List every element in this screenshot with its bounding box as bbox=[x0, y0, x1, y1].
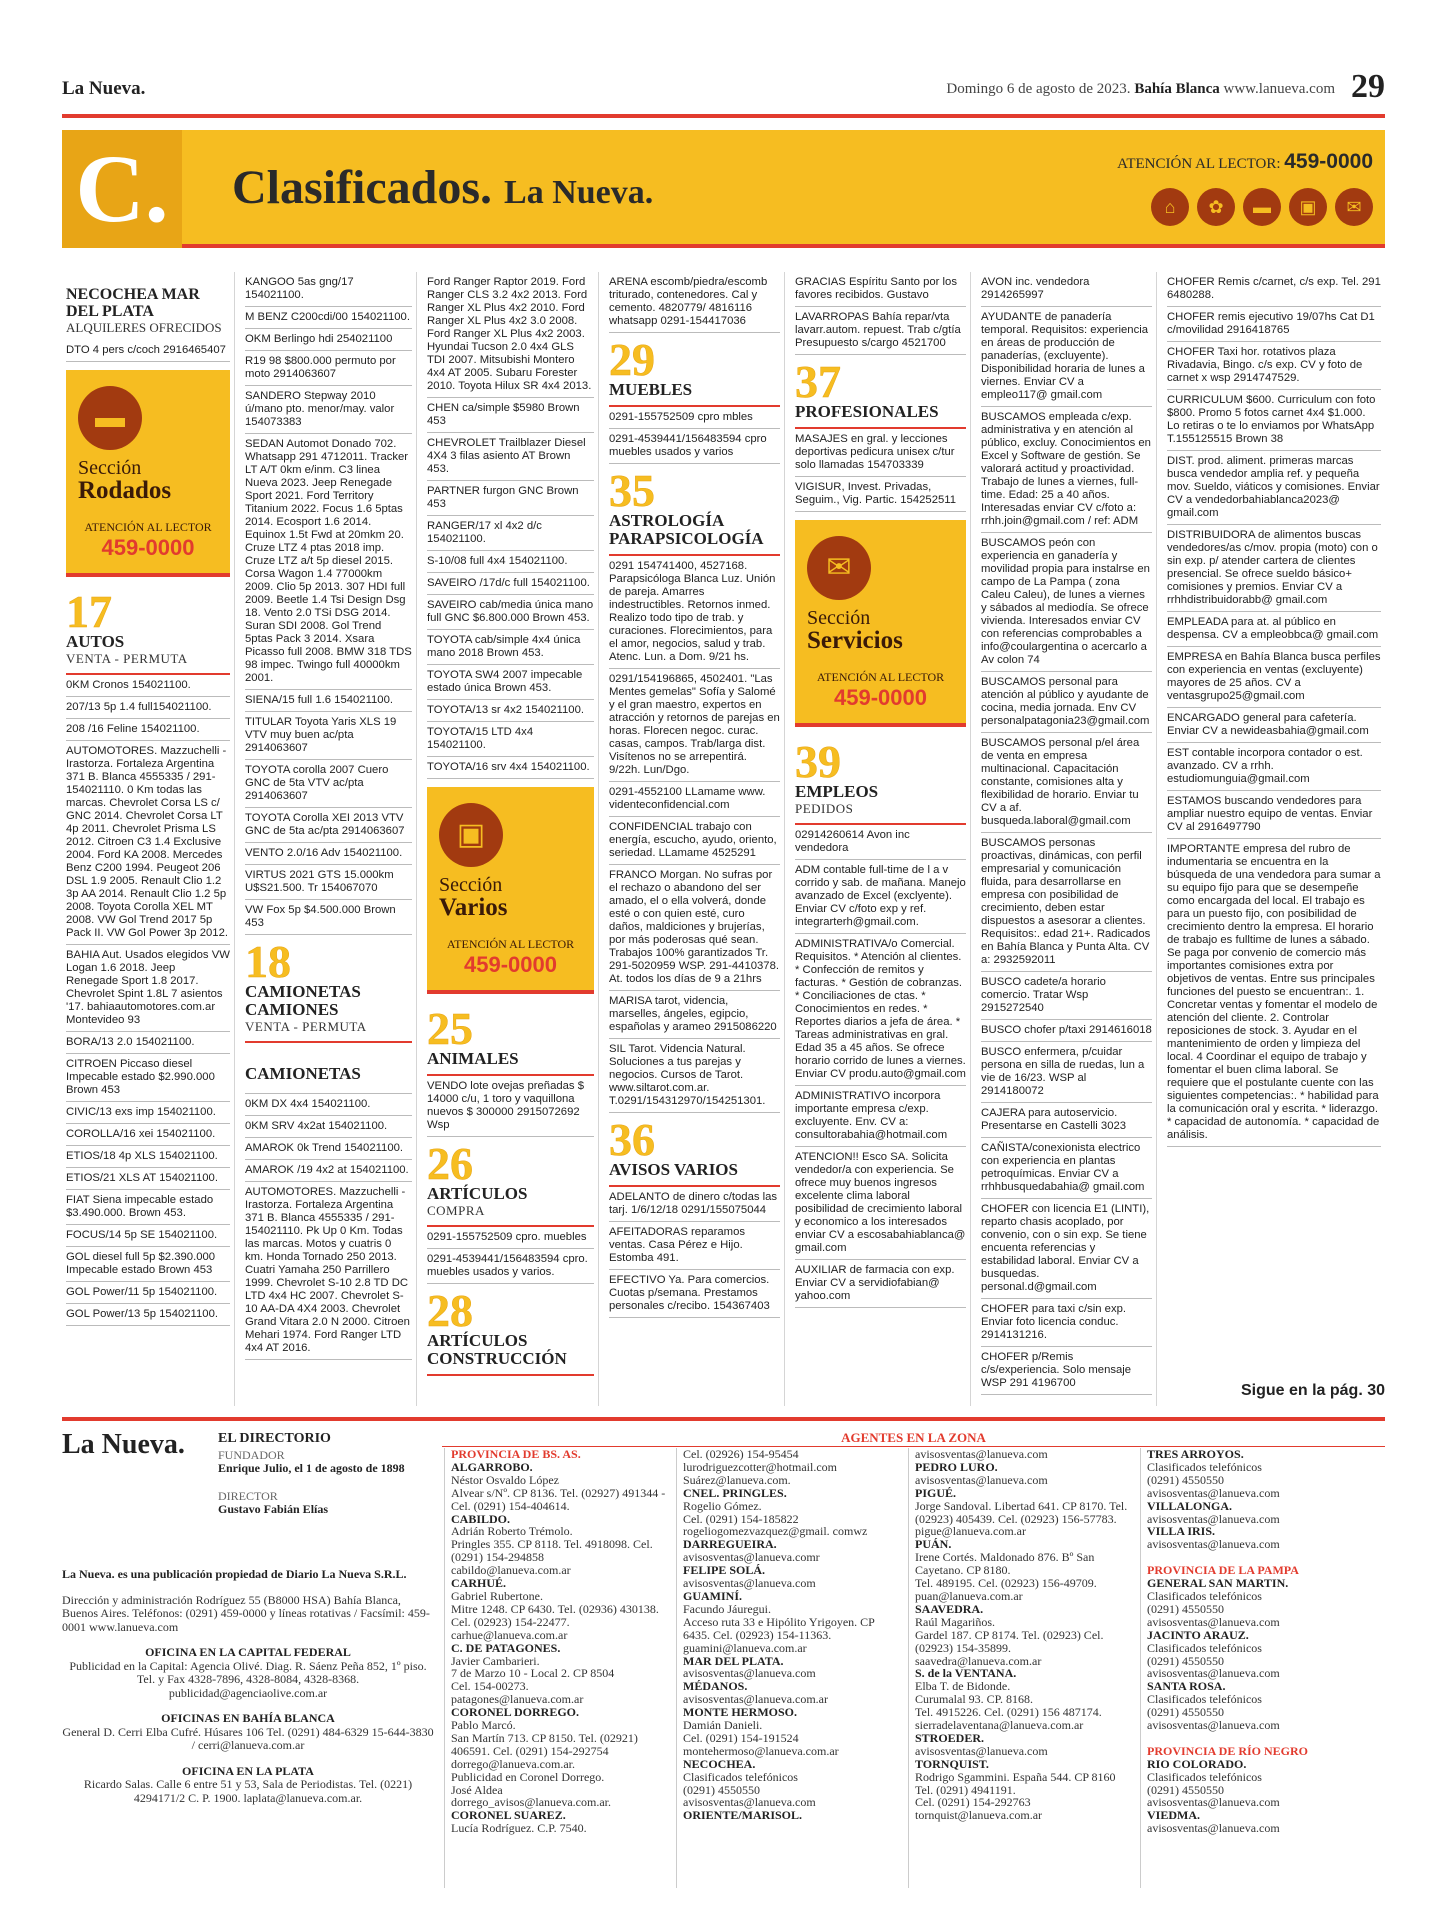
publisher-info bbox=[62, 1568, 434, 1805]
founder-name: Enrique Julio, el 1 de agosto de 1898 bbox=[218, 1461, 405, 1475]
agents-column-1: PROVINCIA DE BS. AS. ALGARROBO. Néstor Osvaldo López Alvear s/Nº. CP 8136. Tel. (02927) 491344 - Cel. (0291) 154-404614. CABILDO. Adrián Roberto Trémolo. Pringles 355. CP 8118. Tel. 4918098. Cel. (0291) 154-294858 cabildo@lanueva.com.ar CARHUÉ. Gabriel Rubertone. Mitre 1248. CP 6430. Tel. (02936) 430138. Cel. (02923) 154-22477. carhue@lanueva.com.ar C. DE PATAGONES. Javier Cambarieri. 7 de Marzo 10 - Local 2. CP 8504 Cel. 154-00273. patagones@lanueva.com.ar CORONEL DORREGO. Pablo Marcó. San Martín 713. CP 8150. Tel. (02921) 406591. Cel. (0291) 154-292754 dorrego@lanueva.com.ar. Publicidad en Coronel Dorrego. José Aldea dorrego_avisos@lanueva.com.ar. CORONEL SUAREZ. Lucía Rodríguez. C.P. 7540. bbox=[444, 1448, 676, 1888]
classified-ad: 208 /16 Feline 154021100. bbox=[66, 719, 230, 741]
classified-ad: GRACIAS Espíritu Santo por los favores recibidos. Gustavo bbox=[795, 272, 966, 307]
classified-ad: KANGOO 5as gng/17 154021100. bbox=[245, 272, 412, 307]
section-promo bbox=[795, 520, 966, 727]
classified-ad: CURRICULUM $600. Curriculum con foto $800. Promo 5 fotos carnet 4x4 $1.000. Lo retiras o te lo enviamos por WhatsApp T.155125515 Brown 38 bbox=[1167, 390, 1381, 451]
classified-ad: 0291-4552100 LLamame www. videnteconfidencial.com bbox=[609, 782, 780, 817]
classified-ad: TOYOTA corolla 2007 Cuero GNC de 5ta VTV ac/pta 2914063607 bbox=[245, 760, 412, 808]
column-7 bbox=[1163, 272, 1385, 1406]
classified-ad: CHOFER remis ejecutivo 19/07hs Cat D1 c/movilidad 2916418765 bbox=[1167, 307, 1381, 342]
classified-ad: OKM Berlingo hdi 254021100 bbox=[245, 329, 412, 351]
section-header bbox=[427, 1284, 594, 1376]
section-title: CAMIONETAS CAMIONES bbox=[245, 982, 361, 1019]
section-promo bbox=[427, 787, 594, 994]
classified-ad: ADMINISTRATIVA/o Comercial. Requisitos. * Atención al clientes. * Confección de remitos y facturas. * Gestión de cobranzas. * Conciliaciones de ctas. * Conocimientos en redes. * Reportes diarios a jefa de área. * Tareas administrativas en gral. Edad 35 a 45 años. Se ofrece horario corrido de lunes a viernes. Enviar CV produ.auto@gmail.com bbox=[795, 934, 966, 1086]
classified-ad: AUTOMOTORES. Mazzuchelli - Irastorza. Fortaleza Argentina 371 B. Blanca 4555335 / 291-154021110. Pk Up 0 Km. Todas las marcas. Motos y cuatris 0 km. Honda Tornado 250 2013. Cuatri Yamaha 250 Parrillero 1999. Chevrolet S-10 2.8 TD DC LTD 4x4 HC 2007. Chevrolet S-10 AA-DA 4X4 2003. Chevrolet Grand Vitara 2.0 N 2000. Citroen Mehari 1974. Ford Ranger LTD 4x4 AT 2016. bbox=[245, 1182, 412, 1360]
promo-name: Rodados bbox=[78, 477, 172, 504]
classified-ad: BUSCO cadete/a horario comercio. Tratar Wsp 2915272540 bbox=[981, 972, 1152, 1020]
classified-ad: BUSCAMOS peón con experiencia en ganadería y movilidad propia para instalrse en campo de La Pampa ( zona Caleu Caleu), de lunes a viernes y sábados al mediodía. Se ofrece vivienda. Interesados enviar CV con referencias comprobables a info@coulargentina o acercarlo a Av colon 74 bbox=[981, 533, 1152, 672]
owner-line: La Nueva. es una publicación propiedad de Diario La Nueva S.R.L. bbox=[62, 1567, 407, 1581]
classified-ad: EFECTIVO Ya. Para comercios. Cuotas p/semana. Prestamos personales c/recibo. 154367403 bbox=[609, 1270, 780, 1318]
classified-ad: CHOFER para taxi c/sin exp. Enviar foto licencia conduc. 2914131216. bbox=[981, 1299, 1152, 1347]
classified-ad: SANDERO Stepway 2010 ú/mano pto. menor/may. valor 154073383 bbox=[245, 386, 412, 434]
section-number: 17 bbox=[66, 586, 112, 637]
classified-ad: VW Fox 5p $4.500.000 Brown 453 bbox=[245, 900, 412, 935]
founder-label: FUNDADOR bbox=[218, 1447, 285, 1462]
column-1 bbox=[62, 272, 235, 1406]
section-header bbox=[609, 333, 780, 407]
section-header bbox=[427, 1137, 594, 1227]
classified-ad: DIST. prod. aliment. primeras marcas busca vendedor amplia ref. y pequeña mov. Sueldo, viáticos y comisiones. Enviar CV a vendedorbahiablanca2023@ gmail.com bbox=[1167, 451, 1381, 525]
classified-ad: CONFIDENCIAL trabajo con energía, escucho, ayudo, oriento, seriedad. LLamame 4525291 bbox=[609, 817, 780, 865]
classifieds-columns bbox=[62, 272, 1385, 1406]
classified-ad: ADMINISTRATIVO incorpora importante empresa c/exp. excluyente. Env. CV a: consultorabahia@hotmail.com bbox=[795, 1086, 966, 1147]
section-number: 29 bbox=[609, 334, 655, 385]
classified-ad: 02914260614 Avon inc vendedora bbox=[795, 825, 966, 860]
classified-ad: CHOFER p/Remis c/s/experiencia. Solo mensaje WSP 291 4196700 bbox=[981, 1347, 1152, 1395]
classified-ad: EMPRESA en Bahía Blanca busca perfiles con experiencia en ventas (excluyente) mayores de 25 años. CV a ventasgrupo25@gmail.com bbox=[1167, 647, 1381, 708]
agents-title: AGENTES EN LA ZONA bbox=[442, 1430, 1385, 1447]
promo-name: Varios bbox=[439, 894, 508, 921]
classified-ad: BUSCAMOS personas proactivas, dinámicas, con perfil empresarial y comunicación fluida, para desarrollarse en empresa con posibilidad de crecimiento, deben estar dispuestos a asesorar a clientes. Requisitos:. edad 21+. Radicados en Bahía Blanca y Punta Alta. CV a: 2932592011 bbox=[981, 833, 1152, 972]
section-title: ANIMALES bbox=[427, 1049, 519, 1068]
classified-ad: S-10/08 full 4x4 154021100. bbox=[427, 551, 594, 573]
classified-ad: CHOFER Taxi hor. rotativos plaza Rivadavia, Bingo. c/s exp. CV y foto de carnet x wsp 2914747529. bbox=[1167, 342, 1381, 390]
classified-ad: ETIOS/21 XLS AT 154021100. bbox=[66, 1168, 230, 1190]
classified-ad: AUXILIAR de farmacia con exp. Enviar CV a servidiofabian@ yahoo.com bbox=[795, 1260, 966, 1308]
classified-ad: CHOFER Remis c/carnet, c/s exp. Tel. 291 6480288. bbox=[1167, 272, 1381, 307]
classified-ad: RANGER/17 xl 4x2 d/c 154021100. bbox=[427, 516, 594, 551]
capital-office-title: OFICINA EN LA CAPITAL FEDERAL bbox=[145, 1645, 351, 1659]
classified-ad: 0KM SRV 4x2at 154021100. bbox=[245, 1116, 412, 1138]
classified-ad: 0KM Cronos 154021100. bbox=[66, 675, 230, 697]
section-title: MUEBLES bbox=[609, 380, 693, 399]
classified-ad: ADM contable full-time de l a v corrido y sab. de mañana. Manejo avanzado de Excel (exclyente). Enviar CV c/foto exp y ref. integrarterh@gmail.com. bbox=[795, 860, 966, 934]
classified-ad: ADELANTO de dinero c/todas las tarj. 1/6/12/18 0291/155075044 bbox=[609, 1187, 780, 1222]
classified-ad: BORA/13 2.0 154021100. bbox=[66, 1032, 230, 1054]
agents-column-4: TRES ARROYOS. Clasificados telefónicos (0291) 4550550 avisosventas@lanueva.com VILLALONGA. avisosventas@lanueva.com VILLA IRIS. avisosventas@lanueva.com PROVINCIA DE LA PAMPA GENERAL SAN MARTIN. Clasificados telefónicos (0291) 4550550 avisosventas@lanueva.com JACINTO ARAUZ. Clasificados telefónicos (0291) 4550550 avisosventas@lanueva.com SANTA ROSA. Clasificados telefónicos (0291) 4550550 avisosventas@lanueva.com PROVINCIA DE RÍO NEGRO RIO COLORADO. Clasificados telefónicos (0291) 4550550 avisosventas@lanueva.com VIEDMA. avisosventas@lanueva.com bbox=[1140, 1448, 1385, 1888]
classified-ad: SEDAN Automot Donado 702. Whatsapp 291 4712011. Tracker LT A/T 0km e/inm. C3 linea Nueva 2023. Jeep Renegade Sport 2021. Ford Territory Titanium 2022. Focus 1.6 5ptas 2014. Ecosport 1.6 2014. Equinox 1.5t Fwd at 20mkm 20. Cruze LTZ 4 ptas 2018 imp. Cruze LTZ a/t 5p diesel 2015. Corsa Wagon 1.4 77000km 2009. Clio 5p 2013. 307 HDI full 2009. Beetle 1.4 Tsi Design Dsg 18. Vento 2.0 TSi DSG 2014. Suran SDI 2008. Gol Trend 5ptas Pack 3 2014. Xsara Picasso full 2008. BMW 318 TDS 98 impec. Twingo full 40000km 2001. bbox=[245, 434, 412, 690]
director-name: Gustavo Fabián Elías bbox=[218, 1502, 329, 1516]
newspaper-brand: La Nueva. bbox=[62, 78, 146, 99]
envelope-icon: ✉ bbox=[807, 536, 871, 600]
bb-office: General D. Cerri Elba Cufré. Húsares 106 Tel. (0291) 484-6329 15-644-3830 / cerri@lanueva.com.ar bbox=[62, 1724, 434, 1752]
section-subtitle: COMPRA bbox=[427, 1203, 485, 1218]
laplata-office: Ricardo Salas. Calle 6 entre 51 y 53, Sala de Periodistas. Tel. (0221) 4294171/2 C. P. 1900. laplata@lanueva.com.ar. bbox=[83, 1777, 413, 1805]
directory-footer bbox=[62, 1430, 1385, 1900]
classified-ad: 0291-155752509 cpro mbles bbox=[609, 407, 780, 429]
classified-ad: BUSCO chofer p/taxi 2914616018 bbox=[981, 1020, 1152, 1042]
promo-attention: ATENCIÓN AL LECTOR bbox=[84, 520, 212, 534]
section-title: ARTÍCULOS bbox=[427, 1184, 528, 1203]
section-number: 35 bbox=[609, 465, 655, 516]
classified-ad: ENCARGADO general para cafetería. Enviar CV a newideasbahia@gmail.com bbox=[1167, 708, 1381, 743]
envelope-icon[interactable]: ✉ bbox=[1335, 188, 1373, 226]
car-icon[interactable]: ▬ bbox=[1243, 188, 1281, 226]
section-title: ARTÍCULOS CONSTRUCCIÓN bbox=[427, 1331, 567, 1368]
column-2 bbox=[241, 272, 417, 1406]
capital-office: Publicidad en la Capital: Agencia Olivé. Diag. R. Sáenz Peña 852, 1º piso. Tel. y Fax 4328-7896, 4328-8084, 4328-8368. publicidad@agenciaolive.com.ar bbox=[69, 1658, 427, 1700]
directory-title: EL DIRECTORIO bbox=[218, 1431, 331, 1446]
classified-ad: CAÑISTA/conexionista electrico con experiencia en plantas petroquímicas. Enviar CV a rrhhbusquedabahia@ gmail.com bbox=[981, 1138, 1152, 1199]
section-header bbox=[245, 935, 412, 1043]
classified-ad: BUSCAMOS empleada c/exp. administrativa y en atención al público, excluy. Conocimientos en Excel y Software de gestión. Se valorará actitud y proactividad. Trabajo de lunes a viernes, full-time. Edad: 25 a 40 años. Interesadas enviar CV c/foto a: rrhh.join@gmail.com / ref: ADM bbox=[981, 407, 1152, 533]
classified-ad: VIGISUR, Invest. Privadas, Seguim., Vig. Partic. 154252511 bbox=[795, 477, 966, 512]
column-5 bbox=[791, 272, 971, 1406]
classified-ad: DISTRIBUIDORA de alimentos buscas vendedores/as c/mov. propia (moto) con o sin exp. p/ atender cartera de clientes presencial. Se ofrece sueldo básico+ comisiones y premios. Enviar CV a rrhhdistribuidorabb@ gmail.com bbox=[1167, 525, 1381, 612]
section-title: PROFESIONALES bbox=[795, 402, 939, 421]
classified-ad: ETIOS/18 4p XLS 154021100. bbox=[66, 1146, 230, 1168]
classifieds-banner bbox=[62, 130, 1385, 248]
banner-title: Clasificados. La Nueva. bbox=[232, 161, 654, 214]
section-subtitle: PEDIDOS bbox=[795, 801, 854, 816]
classified-ad: CHOFER con licencia E1 (LINTI), reparto chasis acoplado, por convenio, con o sin exp. Se tiene encuenta referencias y estabilidad laboral. Enviar CV a busquedas. personal.d@gmail.com bbox=[981, 1199, 1152, 1299]
monitor-icon: ▣ bbox=[439, 803, 503, 867]
director-label: DIRECTOR bbox=[218, 1488, 278, 1503]
footer-divider bbox=[62, 1417, 1385, 1421]
classified-ad: SIENA/15 full 1.6 154021100. bbox=[245, 690, 412, 712]
section-title: ASTROLOGÍA PARAPSICOLOGÍA bbox=[609, 511, 764, 548]
promo-attention: ATENCIÓN AL LECTOR bbox=[446, 937, 575, 951]
section-header bbox=[609, 464, 780, 556]
column-4 bbox=[605, 272, 785, 1406]
classified-ad: 0KM DX 4x4 154021100. bbox=[245, 1094, 412, 1116]
car-icon: ▬ bbox=[78, 386, 142, 450]
classified-ad: CAJERA para autoservicio. Presentarse en Castelli 3023 bbox=[981, 1103, 1152, 1138]
classified-ad: GOL Power/13 5p 154021100. bbox=[66, 1304, 230, 1326]
place-heading bbox=[66, 272, 230, 340]
subsection-title: CAMIONETAS bbox=[245, 1043, 412, 1094]
promo-label: Sección bbox=[439, 874, 503, 896]
banner-letter: C. bbox=[62, 130, 182, 248]
classified-ad: SAVEIRO cab/media única mano full GNC $6.800.000 Brown 453. bbox=[427, 595, 594, 630]
banner-icons bbox=[1151, 188, 1373, 226]
section-number: 36 bbox=[609, 1114, 655, 1165]
classified-ad: GOL diesel full 5p $2.390.000 Impecable estado Brown 453 bbox=[66, 1247, 230, 1282]
classified-ad: 207/13 5p 1.4 full154021100. bbox=[66, 697, 230, 719]
agents-column-2: Cel. (02926) 154-95454 lurodriguezcotter@hotmail.com Suárez@lanueva.com. CNEL. PRINGLES. Rogelio Gómez. Cel. (0291) 154-185822 rogeliogomezvazquez@gmail. comwz DARREGUEIRA. avisosventas@lanueva.comr FELIPE SOLÁ. avisosventas@lanueva.com GUAMINÍ. Facundo Jáuregui. Acceso ruta 33 e Hipólito Yrigoyen. CP 6435. Cel. (02923) 154-11363. guamini@lanueva.com.ar MAR DEL PLATA. avisosventas@lanueva.com MÉDANOS. avisosventas@lanueva.com.ar MONTE HERMOSO. Damián Danieli. Cel. (0291) 154-191524 montehermoso@lanueva.com.ar NECOCHEA. Clasificados telefónicos (0291) 4550550 avisosventas@lanueva.com ORIENTE/MARISOL. bbox=[676, 1448, 908, 1888]
classified-ad: BUSCAMOS personal para atención al público y ayudante de cocina, media jornada. Env CV personalpatagonia23@gmail.com bbox=[981, 672, 1152, 733]
promo-phone: 459-0000 bbox=[101, 535, 195, 560]
section-number: 39 bbox=[795, 736, 841, 787]
section-header bbox=[609, 1113, 780, 1187]
classified-ad: CHEVROLET Trailblazer Diesel 4X4 3 filas asiento AT Brown 453. bbox=[427, 433, 594, 481]
classified-ad: 0291-155752509 cpro. muebles bbox=[427, 1227, 594, 1249]
classified-ad: EMPLEADA para at. al público en despensa. CV a empleobbca@ gmail.com bbox=[1167, 612, 1381, 647]
classified-ad: R19 98 $800.000 permuto por moto 2914063607 bbox=[245, 351, 412, 386]
classified-ad: MARISA tarot, videncia, marselles, ángeles, egipcio, españolas y arameo 2915086220 bbox=[609, 991, 780, 1039]
classified-ad: SIL Tarot. Videncia Natural. Soluciones a tus parejas y negocios. Cursos de Tarot. www.siltarot.com.ar. T.0291/154312970/154251301. bbox=[609, 1039, 780, 1113]
section-number: 18 bbox=[245, 936, 291, 987]
classified-ad: ATENCION!! Esco SA. Solicita vendedor/a con experiencia. Se ofrece muy buenos ingresos excelente clima laboral posibilidad de crecimiento laboral y economico a los interesados enviar CV a escosabahiablanca@ gmail.com bbox=[795, 1147, 966, 1260]
classified-ad: IMPORTANTE empresa del rubro de indumentaria se encuentra en la búsqueda de una vendedora para sumar a su equipo fijo para que se desempeñe como encargada del local. El trabajo es para un puesto fijo, con posibilidad de crecimiento dentro la empresa. El horario de trabajo es fulltime de lunes a sábado. Se paga por convenio de comercio más importantes comisiones extra por objetivos de ventas. Entre sus principales funciones del puesto se encuentran:. 1. Concretar ventas y fomentar el modelo de atención del cliente. 2. Controlar reposiciones de stock. 3. Ayudar en el mantenimiento de orden y limpieza del local. 4 Coordinar el equipo de trabajo y fomentar el buen clima laboral. Se requiere que el postulante cuente con las siguientes competencias:. * habilidad para la comunicación oral y escrita. * liderazgo. * capacidad de autonomía. * capacidad de análisis. bbox=[1167, 839, 1381, 1147]
agents-column-3: avisosventas@lanueva.com PEDRO LURO. avisosventas@lanueva.com PIGUÉ. Jorge Sandoval. Libertad 641. CP 8170. Tel. (02923) 405439. Cel. (02923) 156-57783. pigue@lanueva.com.ar PUÁN. Irene Cortés. Maldonado 876. Bº San Cayetano. CP 8180. Tel. 489195. Cel. (02923) 156-49709. puan@lanueva.com.ar SAAVEDRA. Raúl Magariños. Gardel 187. CP 8174. Tel. (02923) Cel. (02923) 154-35899. saavedra@lanueva.com.ar S. de la VENTANA. Elba T. de Bidonde. Curumalal 93. CP. 8168. Tel. 4915226. Cel. (0291) 156 487174. sierradelaventana@lanueva.com.ar STROEDER. avisosventas@lanueva.com TORNQUIST. Rodrigo Sgammini. España 544. CP 8160 Tel. (0291) 4941191. Cel. (0291) 154-292763 tornquist@lanueva.com.ar bbox=[908, 1448, 1140, 1888]
directory-block bbox=[218, 1432, 438, 1517]
classified-ad: AFEITADORAS reparamos ventas. Casa Pérez e Hijo. Estomba 491. bbox=[609, 1222, 780, 1270]
section-subtitle: VENTA - PERMUTA bbox=[66, 651, 188, 666]
section-number: 25 bbox=[427, 1003, 473, 1054]
section-subtitle: VENTA - PERMUTA bbox=[245, 1019, 367, 1034]
classified-ad: Ford Ranger Raptor 2019. Ford Ranger CLS 3.2 4x2 2013. Ford Ranger XL Plus 4x2 2010. Ford Ranger XL Plus 4x2 3.0 2008. Ford Ranger XL Plus 4x2 2003. Hyundai Tucson 2.0 4x4 GLS TDI 2007. Mitsubishi Montero 4x4 AT 2005. Subaru Forester 2010. Toyota Hilux SR 4x4 2013. bbox=[427, 272, 594, 398]
classified-ad: COROLLA/16 xei 154021100. bbox=[66, 1124, 230, 1146]
section-header bbox=[795, 735, 966, 825]
promo-label: Sección bbox=[807, 607, 871, 629]
promo-phone: 459-0000 bbox=[834, 685, 927, 710]
classified-ad: CITROEN Piccaso diesel Impecable estado $2.990.000 Brown 453 bbox=[66, 1054, 230, 1102]
footer-brand: La Nueva. bbox=[62, 1429, 185, 1460]
classified-ad: BUSCAMOS personal p/el área de venta en empresa multinacional. Capacitación constante, comisiones alta y flexibilidad de horario. Enviar tu CV a af. busqueda.laboral@gmail.com bbox=[981, 733, 1152, 833]
classified-ad: 0291-4539441/156483594 cpro muebles usados y varios bbox=[609, 429, 780, 464]
classified-ad: EST contable incorpora contador o est. avanzado. CV a rrhh. estudiomunguia@gmail.com bbox=[1167, 743, 1381, 791]
classified-ad: AMAROK /19 4x2 at 154021100. bbox=[245, 1160, 412, 1182]
classified-ad: MASAJES en gral. y lecciones deportivas pedicura unisex c/tur solo llamadas 154703339 bbox=[795, 429, 966, 477]
banner-attention: ATENCIÓN AL LECTOR: 459-0000 bbox=[1117, 150, 1373, 173]
sandals-icon[interactable]: ✿ bbox=[1197, 188, 1235, 226]
issue-date-line: Domingo 6 de agosto de 2023. Bahía Blanca www.lanueva.com bbox=[946, 81, 1335, 97]
classified-ad: ARENA escomb/piedra/escomb triturado, contenedores. Cal y cemento. 4820779/ 4816116 whatsapp 0291-154417036 bbox=[609, 272, 780, 333]
classified-ad: TOYOTA/13 sr 4x2 154021100. bbox=[427, 700, 594, 722]
monitor-icon[interactable]: ▣ bbox=[1289, 188, 1327, 226]
page-number: 29 bbox=[1351, 68, 1385, 105]
admin-address: Dirección y administración Rodríguez 55 (B8000 HSA) Bahía Blanca, Buenos Aires. Teléfonos: (0291) 459-0000 y líneas rotativas / Facsímil: 459-0001 www.lanueva.com bbox=[62, 1592, 430, 1634]
classified-ad: VENDO lote ovejas preñadas $ 14000 c/u, 1 toro y vaquillona nuevos $ 300000 2915072692 Wsp bbox=[427, 1076, 594, 1137]
classified-ad: TOYOTA Corolla XEI 2013 VTV GNC de 5ta ac/pta 2914063607 bbox=[245, 808, 412, 843]
classified-ad: FRANCO Morgan. No sufras por el rechazo o abandono del ser amado, el o ella volverá, donde esté o con quien esté, curo daños, maldiciones y brujerías, por más poderosas qué sean. Trabajos 100% garantizados Tr. 291-5020959 WSP. 291-4410378. At. todos los días de 9 a 21hrs bbox=[609, 865, 780, 991]
section-number: 26 bbox=[427, 1138, 473, 1189]
place-title: NECOCHEA MAR DEL PLATA bbox=[66, 286, 200, 320]
promo-attention: ATENCIÓN AL LECTOR bbox=[816, 670, 945, 684]
place-subtitle: ALQUILERES OFRECIDOS bbox=[66, 320, 222, 335]
column-6 bbox=[977, 272, 1157, 1406]
section-title: EMPLEOS bbox=[795, 782, 879, 801]
section-header bbox=[66, 585, 230, 675]
classified-ad: VENTO 2.0/16 Adv 154021100. bbox=[245, 843, 412, 865]
classified-ad: AVON inc. vendedora 2914265997 bbox=[981, 272, 1152, 307]
section-header bbox=[795, 355, 966, 429]
classified-ad: VIRTUS 2021 GTS 15.000km U$S21.500. Tr 154067070 bbox=[245, 865, 412, 900]
classified-ad: SAVEIRO /17d/c full 154021100. bbox=[427, 573, 594, 595]
section-number: 37 bbox=[795, 356, 841, 407]
classified-ad: TITULAR Toyota Yaris XLS 19 VTV muy buen ac/pta 2914063607 bbox=[245, 712, 412, 760]
classified-ad: AMAROK 0k Trend 154021100. bbox=[245, 1138, 412, 1160]
section-header bbox=[427, 1002, 594, 1076]
classified-ad: 0291/154196865, 4502401. "Las Mentes gemelas" Sofía y Salomé y el gran maestro, expertos en atracción y retornos de parejas en horas. Florecen negoc. curac. casas, campos. Trab/larga dist. Visítenos no se arrepentirá. 9/22h. Lun/Dgo. bbox=[609, 669, 780, 782]
continue-note: Sigue en la pág. 30 bbox=[1240, 1382, 1385, 1399]
classified-ad: PARTNER furgon GNC Brown 453 bbox=[427, 481, 594, 516]
house-icon[interactable]: ⌂ bbox=[1151, 188, 1189, 226]
laplata-office-title: OFICINA EN LA PLATA bbox=[182, 1763, 314, 1778]
classified-ad: TOYOTA/15 LTD 4x4 154021100. bbox=[427, 722, 594, 757]
classified-ad: 0291 154741400, 4527168. Parapsicóloga Blanca Luz. Unión de pareja. Amarres indestructibles. Retornos inmed. Realizo todo tipo de trab. y curaciones. Florecimientos, para el amor, negocios, salud y trab. Atenc. Lun. a Dom. 9/21 hs. bbox=[609, 556, 780, 669]
classified-ad: CHEN ca/simple $5980 Brown 453 bbox=[427, 398, 594, 433]
promo-name: Servicios bbox=[807, 627, 903, 654]
section-number: 28 bbox=[427, 1285, 473, 1336]
promo-phone: 459-0000 bbox=[464, 952, 557, 977]
classified-ad: TOYOTA SW4 2007 impecable estado única Brown 453. bbox=[427, 665, 594, 700]
classified-ad: TOYOTA cab/simple 4x4 única mano 2018 Brown 453. bbox=[427, 630, 594, 665]
classified-ad: 0291-4539441/156483594 cpro. muebles usados y varios. bbox=[427, 1249, 594, 1284]
classified-ad: TOYOTA/16 srv 4x4 154021100. bbox=[427, 757, 594, 779]
classified-ad: FOCUS/14 5p SE 154021100. bbox=[66, 1225, 230, 1247]
classified-ad: ESTAMOS buscando vendedores para ampliar nuestro equipo de ventas. Enviar CV al 2916497790 bbox=[1167, 791, 1381, 839]
section-promo bbox=[66, 370, 230, 577]
bb-office-title: OFICINAS EN BAHÍA BLANCA bbox=[161, 1711, 335, 1725]
classified-ad: M BENZ C200cdi/00 154021100. bbox=[245, 307, 412, 329]
classified-ad: CIVIC/13 exs imp 154021100. bbox=[66, 1102, 230, 1124]
classified-ad: FIAT Siena impecable estado $3.490.000. Brown 453. bbox=[66, 1190, 230, 1225]
section-title: AUTOS bbox=[66, 632, 125, 651]
promo-label: Sección bbox=[78, 457, 142, 479]
section-title: AVISOS VARIOS bbox=[609, 1160, 738, 1179]
classified-ad: GOL Power/11 5p 154021100. bbox=[66, 1282, 230, 1304]
classified-ad: BUSCO enfermera, p/cuidar persona en silla de ruedas, lun a vie de 16/23. WSP al 2914180072 bbox=[981, 1042, 1152, 1103]
classified-ad: BAHIA Aut. Usados elegidos VW Logan 1.6 2018. Jeep Renegade Sport 1.8 2017. Chevrolet Spint 1.8L 7 asientos '17. bahiaautomotores.com.ar Montevideo 93 bbox=[66, 945, 230, 1032]
column-3 bbox=[423, 272, 599, 1406]
classified-ad: LAVARROPAS Bahía repar/vta lavarr.autom. repuest. Trab c/gtía Presupuesto s/cargo 4521700 bbox=[795, 307, 966, 355]
page-header bbox=[62, 70, 1385, 118]
classified-ad: AYUDANTE de panadería temporal. Requisitos: experiencia en áreas de producción de panaderías, (excluyente). Disponibilidad horaria de lunes a viernes. Enviar CV a empleo117@ gmail.com bbox=[981, 307, 1152, 407]
classified-ad: DTO 4 pers c/coch 2916465407 bbox=[66, 340, 230, 362]
classified-ad: AUTOMOTORES. Mazzuchelli - Irastorza. Fortaleza Argentina 371 B. Blanca 4555335 / 291-154021110. 0 Km todas las marcas. Chevrolet Corsa LS c/ GNC 2014. Chevrolet Corsa LT 4p 2011. Chevrolet Prisma LS 2012. Citroen C3 1.4 Exclusive 2004. Ford KA 2008. Mercedes Benz C200 1994. Peugeot 206 DSL 1.9 2005. Renault Clio 1.2 3p AA 2014. Renault Clio 1.2 5p 2008. Toyota Corolla XEL MT 2008. VW Gol Trend 2017 5p Pack II. VW Gol Power 3p 2012. bbox=[66, 741, 230, 945]
